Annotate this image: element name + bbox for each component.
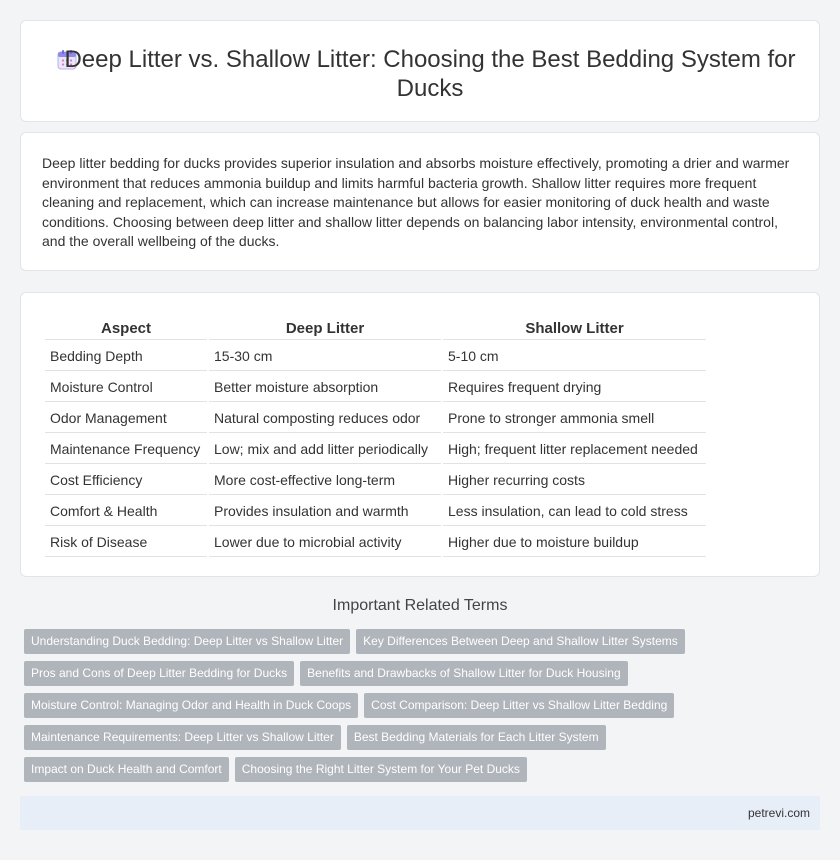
cell-shallow: Higher due to moisture buildup (443, 528, 706, 557)
table-row (45, 373, 706, 402)
table-row (45, 435, 706, 464)
cell-aspect: Comfort & Health (45, 497, 207, 526)
cell-deep: Lower due to microbial activity (209, 528, 441, 557)
related-term-tag[interactable]: Moisture Control: Managing Odor and Health in Duck Coops (24, 693, 358, 718)
cell-shallow: High; frequent litter replacement needed (443, 435, 706, 464)
cell-shallow: Requires frequent drying (443, 373, 706, 402)
related-term-tag[interactable]: Best Bedding Materials for Each Litter System (347, 725, 606, 750)
tag-row (24, 757, 824, 789)
header-deep-litter: Deep Litter (209, 317, 441, 340)
cell-shallow: Higher recurring costs (443, 466, 706, 495)
related-term-tag[interactable]: Understanding Duck Bedding: Deep Litter vs Shallow Litter (24, 629, 350, 654)
cell-shallow: Less insulation, can lead to cold stress (443, 497, 706, 526)
cell-aspect: Maintenance Frequency (45, 435, 207, 464)
tag-row (24, 629, 824, 661)
tag-row (24, 693, 824, 725)
header-aspect: Aspect (45, 317, 207, 340)
table-row (45, 404, 706, 433)
footer-site-link[interactable]: petrevi.com (747, 806, 810, 820)
table-row (45, 342, 706, 371)
header-shallow-litter: Shallow Litter (443, 317, 706, 340)
comparison-table (43, 315, 708, 559)
tag-row (24, 725, 824, 757)
cell-aspect: Bedding Depth (45, 342, 207, 371)
related-terms-title: Important Related Terms (332, 597, 508, 614)
cell-shallow: 5-10 cm (443, 342, 706, 371)
related-term-tag[interactable]: Maintenance Requirements: Deep Litter vs Shallow Litter (24, 725, 341, 750)
cell-deep: 15-30 cm (209, 342, 441, 371)
title-card (20, 20, 820, 122)
related-term-tag[interactable]: Pros and Cons of Deep Litter Bedding for Ducks (24, 661, 294, 686)
page-title: Deep Litter vs. Shallow Litter: Choosing the Best Bedding System for Ducks (64, 46, 796, 102)
intro-card (20, 132, 820, 271)
table-header-row (45, 317, 706, 340)
intro-paragraph: Deep litter bedding for ducks provides superior insulation and absorbs moisture effectively, promoting a drier and warmer environment that reduces ammonia buildup and limits harmful bacteria growth. Shallow litter requires more frequent cleaning and replacement, which can increase maintenance but allows for easier monitoring of duck health and waste conditions. Choosing between deep litter and shallow litter depends on balancing labor intensity, environmental control, and the overall wellbeing of the ducks. (42, 155, 790, 249)
table-row (45, 528, 706, 557)
table-row (45, 497, 706, 526)
related-terms-list (24, 629, 824, 789)
tag-row (24, 661, 824, 693)
cell-deep: Low; mix and add litter periodically (209, 435, 441, 464)
related-term-tag[interactable]: Cost Comparison: Deep Litter vs Shallow Litter Bedding (364, 693, 674, 718)
cell-aspect: Risk of Disease (45, 528, 207, 557)
cell-deep: Provides insulation and warmth (209, 497, 441, 526)
table-row (45, 466, 706, 495)
cell-shallow: Prone to stronger ammonia smell (443, 404, 706, 433)
related-term-tag[interactable]: Impact on Duck Health and Comfort (24, 757, 229, 782)
comparison-card (20, 292, 820, 577)
cell-aspect: Cost Efficiency (45, 466, 207, 495)
footer (20, 796, 820, 830)
cell-deep: Natural composting reduces odor (209, 404, 441, 433)
cell-aspect: Odor Management (45, 404, 207, 433)
related-term-tag[interactable]: Choosing the Right Litter System for Your Pet Ducks (235, 757, 527, 782)
cell-deep: Better moisture absorption (209, 373, 441, 402)
related-term-tag[interactable]: Benefits and Drawbacks of Shallow Litter for Duck Housing (300, 661, 627, 686)
related-term-tag[interactable]: Key Differences Between Deep and Shallow Litter Systems (356, 629, 685, 654)
cell-deep: More cost-effective long-term (209, 466, 441, 495)
cell-aspect: Moisture Control (45, 373, 207, 402)
